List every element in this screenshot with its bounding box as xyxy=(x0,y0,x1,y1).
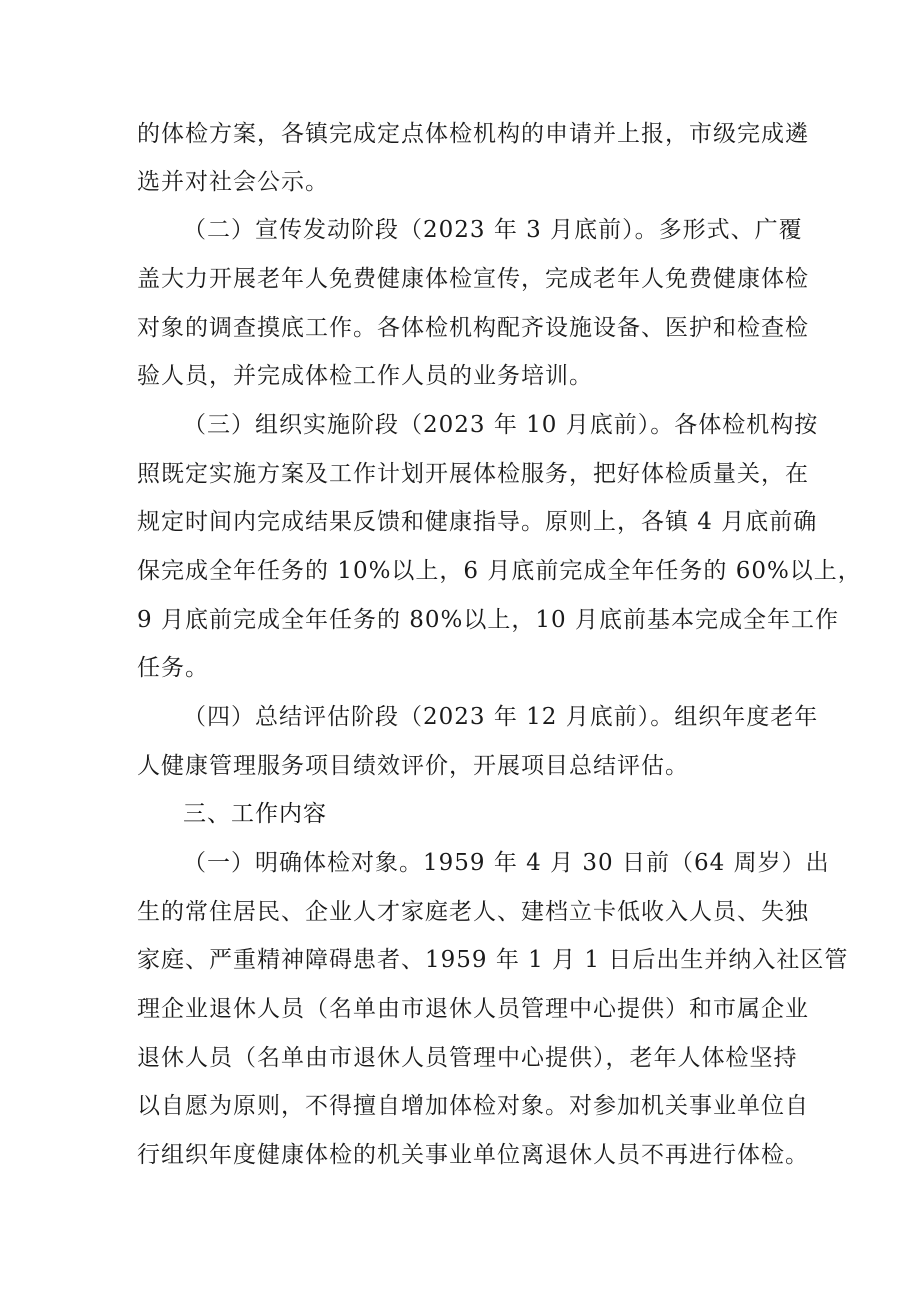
text-line: 任务。 xyxy=(137,655,209,681)
text-line: 9 月底前完成全年任务的 80%以上，10 月底前基本完成全年工作 xyxy=(137,607,839,633)
text-line: （三）组织实施阶段（2023 年 10 月底前）。各体检机构按 xyxy=(183,412,819,438)
text-line: 选并对社会公示。 xyxy=(137,169,329,195)
text-line: 人健康管理服务项目绩效评价，开展项目总结评估。 xyxy=(137,753,689,779)
text-line: 规定时间内完成结果反馈和健康指导。原则上，各镇 4 月底前确 xyxy=(137,509,818,535)
text-line: （二）宣传发动阶段（2023 年 3 月底前）。多形式、广覆 xyxy=(183,217,803,243)
text-line: 以自愿为原则，不得擅自增加体检对象。对参加机关事业单位自 xyxy=(137,1093,809,1119)
text-line: 生的常住居民、企业人才家庭老人、建档立卡低收入人员、失独 xyxy=(137,899,809,925)
text-line: 退休人员（名单由市退休人员管理中心提供），老年人体检坚持 xyxy=(137,1045,798,1071)
section-heading: 三、工作内容 xyxy=(183,801,327,827)
text-line: 照既定实施方案及工作计划开展体检服务，把好体检质量关，在 xyxy=(137,461,809,487)
text-line: 验人员，并完成体检工作人员的业务培训。 xyxy=(137,363,593,389)
text-line: 的体检方案，各镇完成定点体检机构的申请并上报，市级完成遴 xyxy=(137,121,809,147)
text-line: 对象的调查摸底工作。各体检机构配齐设施设备、医护和检查检 xyxy=(137,315,809,341)
text-line: 保完成全年任务的 10%以上，6 月底前完成全年任务的 60%以上， xyxy=(137,558,862,584)
text-line: 理企业退休人员（名单由市退休人员管理中心提供）和市属企业 xyxy=(137,996,809,1022)
text-line: 盖大力开展老年人免费健康体检宣传，完成老年人免费健康体检 xyxy=(137,266,809,292)
text-line: （一）明确体检对象。1959 年 4 月 30 日前（64 周岁）出 xyxy=(183,850,830,876)
text-line: 家庭、严重精神障碍患者、1959 年 1 月 1 日后出生并纳入社区管 xyxy=(137,947,849,973)
text-line: 行组织年度健康体检的机关事业单位离退休人员不再进行体检。 xyxy=(137,1142,809,1168)
text-line: （四）总结评估阶段（2023 年 12 月底前）。组织年度老年 xyxy=(183,704,819,730)
